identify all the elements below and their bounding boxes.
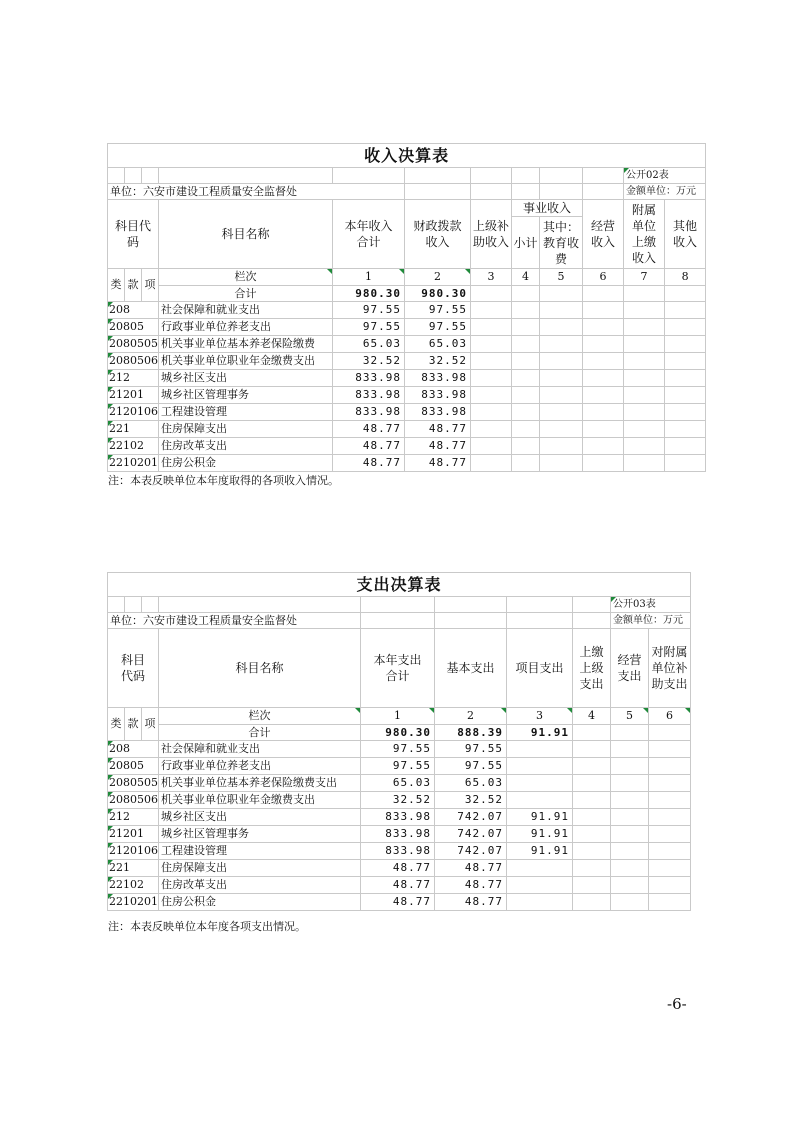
row-project: 91.91 — [507, 826, 573, 843]
row-code: 20805 — [108, 319, 159, 336]
table-row — [108, 860, 691, 877]
expense-total-label: 合计 — [159, 725, 361, 741]
expense-col-num: 2 — [435, 708, 507, 725]
row-basic: 742.07 — [435, 826, 507, 843]
row-code: 2080505 — [108, 336, 159, 353]
row-code: 2210201 — [108, 894, 159, 911]
income-unit: 单位：六安市建设工程质量安全监督处 — [108, 184, 405, 200]
row-total: 833.98 — [333, 387, 405, 404]
row-code: 20805 — [108, 758, 159, 775]
row-code: 2080506 — [108, 353, 159, 370]
row-name: 城乡社区支出 — [159, 809, 361, 826]
expense-upper-header: 上缴上级支出 — [573, 629, 611, 708]
expense-column-label: 栏次 — [159, 708, 361, 725]
income-col-num: 7 — [624, 269, 665, 286]
table-row — [108, 894, 691, 911]
row-basic: 97.55 — [435, 741, 507, 758]
row-name: 住房公积金 — [159, 894, 361, 911]
income-col-num: 2 — [405, 269, 471, 286]
row-basic: 97.55 — [435, 758, 507, 775]
expense-project-header: 项目支出 — [507, 629, 573, 708]
table-row — [108, 421, 706, 438]
table-row — [108, 455, 706, 472]
table-row — [108, 404, 706, 421]
income-col-num: 3 — [471, 269, 512, 286]
income-operating-header: 经营收入 — [583, 200, 624, 269]
expense-note: 注：本表反映单位本年度各项支出情况。 — [108, 920, 306, 933]
expense-table-no: 公开03表 — [611, 597, 691, 613]
row-code: 212 — [108, 370, 159, 387]
income-education-header: 其中：教育收费 — [540, 217, 583, 269]
income-col-num: 6 — [583, 269, 624, 286]
row-fiscal: 97.55 — [405, 319, 471, 336]
income-total-label: 合计 — [159, 286, 333, 302]
row-name: 机关事业单位基本养老保险缴费 — [159, 336, 333, 353]
expense-lei-header: 类 — [108, 708, 125, 741]
row-total: 65.03 — [333, 336, 405, 353]
income-title: 收入决算表 — [108, 144, 706, 168]
row-project — [507, 877, 573, 894]
row-code: 2210201 — [108, 455, 159, 472]
income-subtotal-header: 小计 — [512, 217, 540, 269]
row-total: 32.52 — [361, 792, 435, 809]
row-total: 833.98 — [333, 370, 405, 387]
table-row — [108, 438, 706, 455]
table-row — [108, 370, 706, 387]
expense-affiliated-header: 对附属单位补助支出 — [649, 629, 691, 708]
row-name: 城乡社区支出 — [159, 370, 333, 387]
row-total: 48.77 — [333, 455, 405, 472]
row-fiscal: 833.98 — [405, 370, 471, 387]
row-code: 21201 — [108, 826, 159, 843]
expense-table — [107, 572, 691, 911]
row-total: 48.77 — [333, 438, 405, 455]
expense-col-num: 1 — [361, 708, 435, 725]
row-basic: 742.07 — [435, 843, 507, 860]
row-name: 工程建设管理 — [159, 404, 333, 421]
expense-col-num: 3 — [507, 708, 573, 725]
row-total: 833.98 — [333, 404, 405, 421]
table-row — [108, 353, 706, 370]
income-total-header: 本年收入合计 — [333, 200, 405, 269]
row-project: 91.91 — [507, 843, 573, 860]
row-code: 21201 — [108, 387, 159, 404]
expense-xiang-header: 项 — [142, 708, 159, 741]
row-code: 22102 — [108, 877, 159, 894]
row-total: 833.98 — [361, 843, 435, 860]
row-code: 2080506 — [108, 792, 159, 809]
row-fiscal: 48.77 — [405, 421, 471, 438]
row-total: 48.77 — [361, 894, 435, 911]
row-total: 32.52 — [333, 353, 405, 370]
table-row — [108, 302, 706, 319]
row-fiscal: 48.77 — [405, 455, 471, 472]
income-fiscal-value: 980.30 — [405, 286, 471, 302]
expense-col-num: 5 — [611, 708, 649, 725]
row-name: 工程建设管理 — [159, 843, 361, 860]
row-total: 97.55 — [361, 758, 435, 775]
row-name: 机关事业单位基本养老保险缴费支出 — [159, 775, 361, 792]
row-basic: 742.07 — [435, 809, 507, 826]
row-name: 社会保障和就业支出 — [159, 302, 333, 319]
expense-total-value: 980.30 — [361, 725, 435, 741]
income-col-num: 4 — [512, 269, 540, 286]
income-superior-header: 上级补助收入 — [471, 200, 512, 269]
row-code: 2120106 — [108, 843, 159, 860]
row-total: 833.98 — [361, 826, 435, 843]
table-row — [108, 843, 691, 860]
row-total: 833.98 — [361, 809, 435, 826]
row-code: 22102 — [108, 438, 159, 455]
row-basic: 48.77 — [435, 860, 507, 877]
row-total: 97.55 — [333, 302, 405, 319]
row-name: 社会保障和就业支出 — [159, 741, 361, 758]
row-project — [507, 792, 573, 809]
table-row — [108, 792, 691, 809]
row-name: 住房公积金 — [159, 455, 333, 472]
expense-basic-header: 基本支出 — [435, 629, 507, 708]
income-col-num: 8 — [665, 269, 706, 286]
expense-total-header: 本年支出合计 — [361, 629, 435, 708]
income-table-no: 公开02表 — [624, 168, 706, 184]
row-project — [507, 860, 573, 877]
row-total: 48.77 — [361, 860, 435, 877]
row-name: 住房保障支出 — [159, 421, 333, 438]
expense-col-num: 6 — [649, 708, 691, 725]
expense-unit: 单位：六安市建设工程质量安全监督处 — [108, 613, 361, 629]
row-code: 2080505 — [108, 775, 159, 792]
income-name-header: 科目名称 — [159, 200, 333, 269]
income-code-header: 科目代码 — [108, 200, 159, 269]
row-code: 221 — [108, 421, 159, 438]
expense-project-value: 91.91 — [507, 725, 573, 741]
row-total: 97.55 — [361, 741, 435, 758]
expense-kuan-header: 款 — [125, 708, 142, 741]
row-code: 208 — [108, 302, 159, 319]
expense-basic-value: 888.39 — [435, 725, 507, 741]
page-number: -6- — [667, 995, 687, 1013]
table-row — [108, 319, 706, 336]
table-row — [108, 336, 706, 353]
row-fiscal: 65.03 — [405, 336, 471, 353]
income-business-header: 事业收入 — [512, 200, 583, 217]
row-total: 97.55 — [333, 319, 405, 336]
expense-title: 支出决算表 — [108, 573, 691, 597]
row-project: 91.91 — [507, 809, 573, 826]
row-fiscal: 833.98 — [405, 404, 471, 421]
row-code: 208 — [108, 741, 159, 758]
expense-code-header: 科目代码 — [108, 629, 159, 708]
row-name: 城乡社区管理事务 — [159, 387, 333, 404]
row-project — [507, 758, 573, 775]
row-basic: 32.52 — [435, 792, 507, 809]
row-project — [507, 741, 573, 758]
table-row — [108, 826, 691, 843]
table-row — [108, 809, 691, 826]
row-fiscal: 48.77 — [405, 438, 471, 455]
income-xiang-header: 项 — [142, 269, 159, 302]
row-name: 行政事业单位养老支出 — [159, 319, 333, 336]
row-total: 48.77 — [361, 877, 435, 894]
row-basic: 65.03 — [435, 775, 507, 792]
income-lei-header: 类 — [108, 269, 125, 302]
income-note: 注：本表反映单位本年度取得的各项收入情况。 — [108, 474, 339, 487]
expense-col-num: 4 — [573, 708, 611, 725]
income-kuan-header: 款 — [125, 269, 142, 302]
row-name: 住房保障支出 — [159, 860, 361, 877]
expense-operating-header: 经营支出 — [611, 629, 649, 708]
table-row — [108, 758, 691, 775]
row-total: 48.77 — [333, 421, 405, 438]
income-affiliated-header: 附属单位上缴收入 — [624, 200, 665, 269]
income-other-header: 其他收入 — [665, 200, 706, 269]
row-fiscal: 97.55 — [405, 302, 471, 319]
row-code: 2120106 — [108, 404, 159, 421]
income-amount-unit: 金额单位：万元 — [624, 184, 706, 200]
table-row — [108, 877, 691, 894]
income-table — [107, 143, 706, 472]
row-fiscal: 833.98 — [405, 387, 471, 404]
table-row — [108, 775, 691, 792]
row-name: 城乡社区管理事务 — [159, 826, 361, 843]
row-basic: 48.77 — [435, 877, 507, 894]
row-code: 221 — [108, 860, 159, 877]
row-code: 212 — [108, 809, 159, 826]
row-name: 机关事业单位职业年金缴费支出 — [159, 353, 333, 370]
row-name: 住房改革支出 — [159, 877, 361, 894]
income-col-num: 1 — [333, 269, 405, 286]
row-basic: 48.77 — [435, 894, 507, 911]
row-name: 住房改革支出 — [159, 438, 333, 455]
expense-amount-unit: 金额单位：万元 — [611, 613, 691, 629]
row-project — [507, 775, 573, 792]
row-name: 行政事业单位养老支出 — [159, 758, 361, 775]
table-row — [108, 387, 706, 404]
income-col-num: 5 — [540, 269, 583, 286]
row-fiscal: 32.52 — [405, 353, 471, 370]
table-row — [108, 741, 691, 758]
income-fiscal-header: 财政拨款收入 — [405, 200, 471, 269]
row-total: 65.03 — [361, 775, 435, 792]
income-total-value: 980.30 — [333, 286, 405, 302]
expense-name-header: 科目名称 — [159, 629, 361, 708]
row-name: 机关事业单位职业年金缴费支出 — [159, 792, 361, 809]
row-project — [507, 894, 573, 911]
income-column-label: 栏次 — [159, 269, 333, 286]
